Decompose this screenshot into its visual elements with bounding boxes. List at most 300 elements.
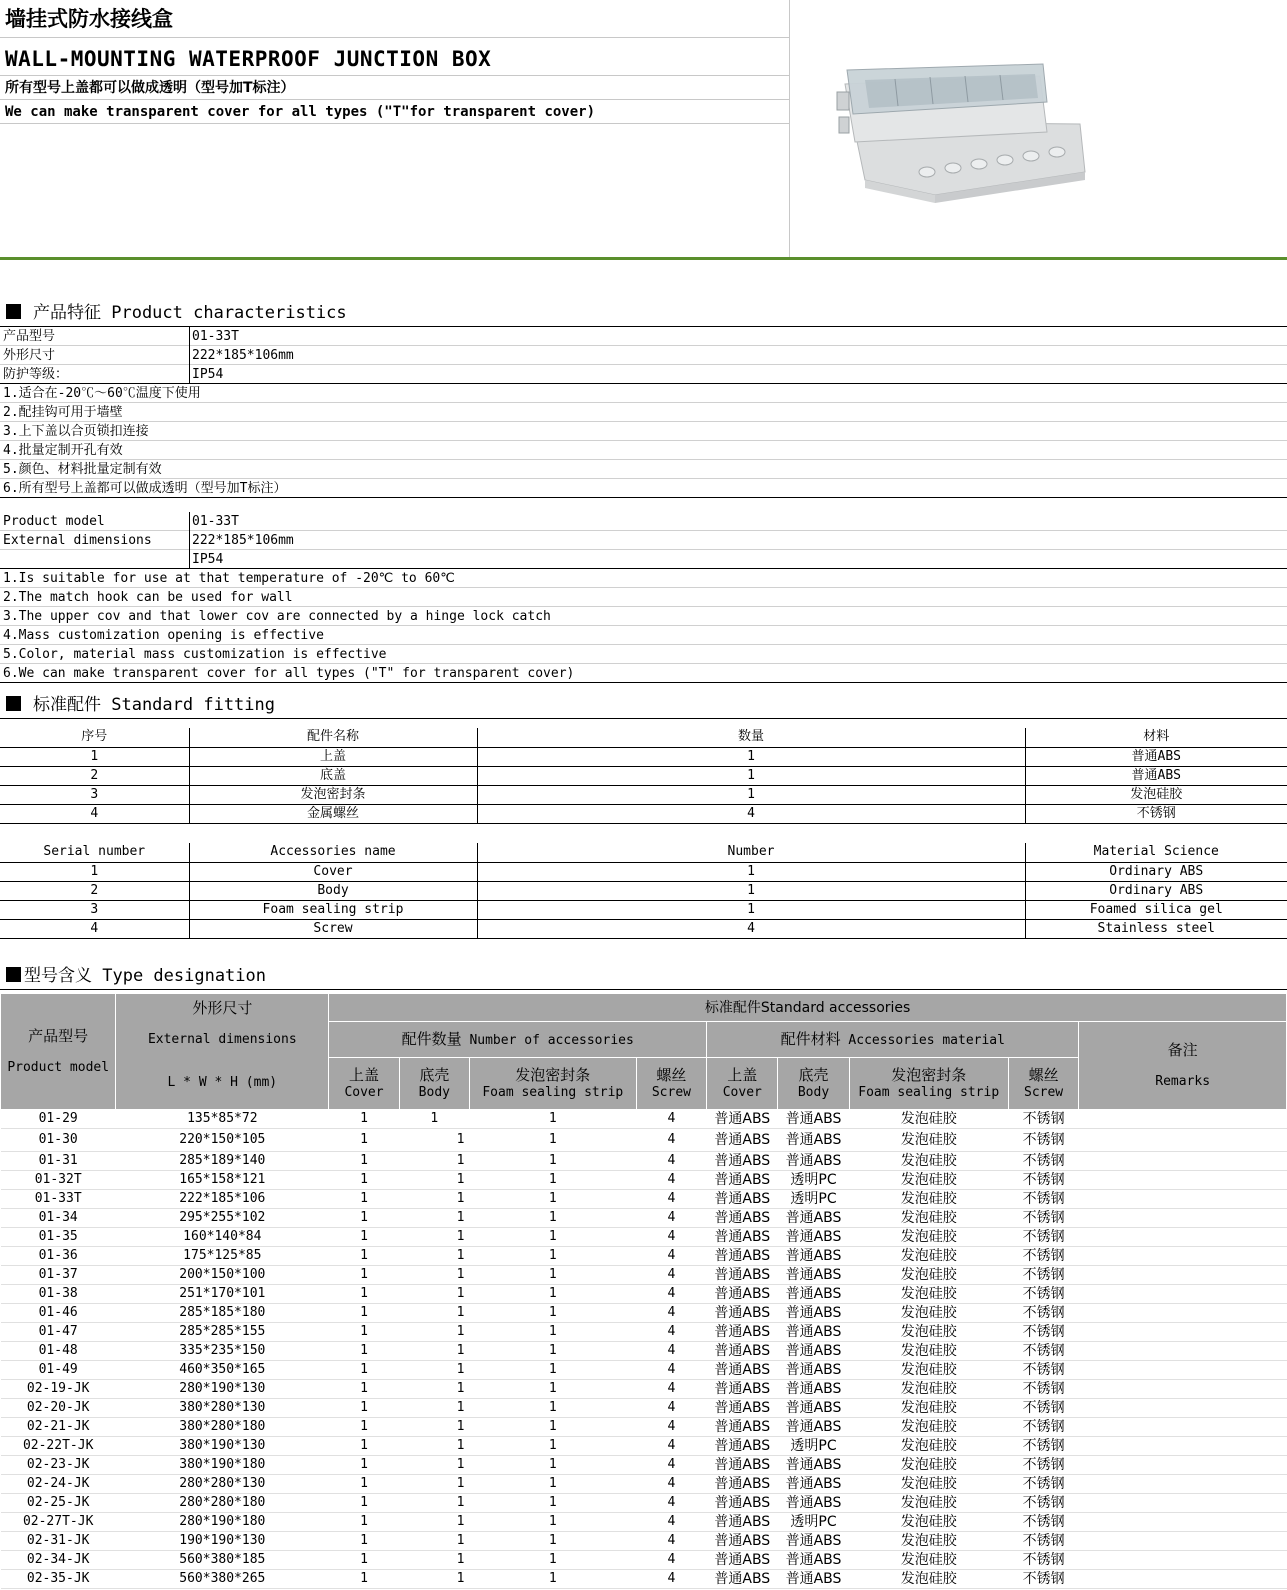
designation-cell: 不锈钢 [1008,1475,1079,1494]
designation-cell: 4 [636,1304,707,1323]
feature-point [0,479,1287,498]
designation-row [1,1570,1287,1589]
designation-cell: 190*190*130 [116,1532,329,1551]
designation-table [0,993,1287,1589]
fitting-cell: 1 [477,862,1025,881]
designation-cell: 发泡硅胶 [849,1152,1008,1171]
designation-cell: 普通ABS [707,1551,778,1570]
spec-divider [189,327,190,346]
designation-cell: 发泡硅胶 [849,1323,1008,1342]
designation-cell: 不锈钢 [1008,1266,1079,1285]
designation-cell: 1 [399,1570,469,1589]
designation-cell: 普通ABS [707,1513,778,1532]
fitting-cell: 发泡硅胶 [1025,785,1287,804]
designation-cell: 1 [329,1551,400,1570]
feature-text: 6.We can make transparent cover for all types ("T" for transparent cover) [3,666,575,681]
designation-cell: 发泡硅胶 [849,1456,1008,1475]
designation-cell: 220*150*105 [116,1129,329,1152]
designation-cell: 1 [329,1266,400,1285]
section-square-icon [6,696,21,711]
designation-cell: 1 [329,1513,400,1532]
fitting-row [0,804,1287,823]
designation-cell: 不锈钢 [1008,1380,1079,1399]
designation-heading: 型号含义 Type designation [0,960,1287,990]
designation-cell: 普通ABS [778,1380,849,1399]
feature-point [0,626,1287,645]
designation-cell: 1 [469,1152,636,1171]
remarks-cell [1079,1361,1287,1380]
header-text-block [0,0,790,257]
designation-cell: 560*380*265 [116,1570,329,1589]
designation-cell: 普通ABS [707,1437,778,1456]
spec-value: 222*185*106mm [192,348,294,363]
sub-header-cell: 底壳 Body [778,1058,849,1110]
designation-cell: 1 [329,1285,400,1304]
designation-cell: 1 [469,1209,636,1228]
fitting-cell: 4 [0,804,189,823]
designation-cell: 不锈钢 [1008,1304,1079,1323]
col-dimensions: 外形尺寸 External dimensions L * W * H (mm) [116,994,329,1110]
designation-cell: 1 [469,1342,636,1361]
designation-row [1,1228,1287,1247]
designation-cell: 普通ABS [778,1532,849,1551]
designation-cell: 1 [399,1513,469,1532]
designation-cell: 1 [469,1304,636,1323]
designation-cell: 1 [329,1323,400,1342]
designation-cell: 1 [469,1494,636,1513]
fitting-cell: Foam sealing strip [189,900,477,919]
designation-cell: 1 [469,1437,636,1456]
designation-cell: 175*125*85 [116,1247,329,1266]
remarks-cell [1079,1551,1287,1570]
designation-cell: 普通ABS [778,1342,849,1361]
spec-value: 01-33T [192,514,239,529]
designation-cell: 1 [469,1129,636,1152]
designation-cell: 4 [636,1152,707,1171]
fitting-header-cell: 序号 [0,728,189,747]
designation-cell: 1 [469,1513,636,1532]
designation-cell: 1 [399,1456,469,1475]
spec-row [0,365,1287,384]
designation-cell: 不锈钢 [1008,1228,1079,1247]
characteristics-heading: 产品特征 Product characteristics [0,297,1287,327]
designation-cell: 01-32T [1,1171,116,1190]
sub-header-cell: 发泡密封条 Foam sealing strip [849,1058,1008,1110]
designation-cell: 1 [329,1380,400,1399]
designation-cell: 4 [636,1323,707,1342]
designation-cell: 1 [399,1304,469,1323]
designation-cell: 不锈钢 [1008,1129,1079,1152]
designation-cell: 普通ABS [707,1209,778,1228]
designation-cell: 280*190*130 [116,1380,329,1399]
designation-cell: 发泡硅胶 [849,1285,1008,1304]
fitting-cell: 4 [477,804,1025,823]
designation-cell: 01-35 [1,1228,116,1247]
fitting-cell: 2 [0,881,189,900]
spec-value: IP54 [192,552,224,567]
designation-cell: 380*280*130 [116,1399,329,1418]
feature-text: 1.适合在-20℃～60℃温度下使用 [3,386,201,401]
designation-cell: 普通ABS [707,1399,778,1418]
fitting-cell: 1 [0,862,189,881]
remarks-cell [1079,1456,1287,1475]
designation-row [1,1323,1287,1342]
fitting-cell: Stainless steel [1025,919,1287,938]
designation-row [1,1129,1287,1152]
feature-text: 2.配挂钩可用于墙壁 [3,405,123,420]
designation-cell: 02-22T-JK [1,1437,116,1456]
designation-cell: 1 [399,1380,469,1399]
feature-text: 2.The match hook can be used for wall [3,590,293,605]
designation-cell: 01-29 [1,1110,116,1129]
designation-cell: 不锈钢 [1008,1323,1079,1342]
designation-cell: 1 [469,1418,636,1437]
designation-cell: 发泡硅胶 [849,1475,1008,1494]
designation-cell: 普通ABS [778,1551,849,1570]
designation-cell: 4 [636,1209,707,1228]
spec-divider [189,550,190,569]
designation-cell: 1 [469,1266,636,1285]
designation-cell: 1 [469,1399,636,1418]
fitting-row [0,785,1287,804]
fitting-header-cell: Material Science [1025,843,1287,862]
designation-cell: 02-19-JK [1,1380,116,1399]
fitting-cell: Cover [189,862,477,881]
designation-cell: 1 [399,1228,469,1247]
fitting-header-cell: 材料 [1025,728,1287,747]
designation-cell: 02-20-JK [1,1399,116,1418]
designation-cell: 01-36 [1,1247,116,1266]
designation-cell: 发泡硅胶 [849,1418,1008,1437]
spec-label: Product model [3,514,105,529]
fitting-table-en [0,843,1287,939]
col-product-model: 产品型号 Product model [1,994,116,1110]
feature-point [0,384,1287,403]
remarks-cell [1079,1304,1287,1323]
remarks-cell [1079,1418,1287,1437]
designation-cell: 460*350*165 [116,1361,329,1380]
feature-text: 4.批量定制开孔有效 [3,443,123,458]
designation-cell: 1 [469,1171,636,1190]
sub-header-cell: 发泡密封条 Foam sealing strip [469,1058,636,1110]
designation-cell: 02-34-JK [1,1551,116,1570]
designation-cell: 380*190*130 [116,1437,329,1456]
designation-cell: 1 [399,1551,469,1570]
fitting-cell: 普通ABS [1025,766,1287,785]
designation-row [1,1266,1287,1285]
spec-divider [189,365,190,384]
designation-cell: 普通ABS [707,1285,778,1304]
feature-text: 3.The upper cov and that lower cov are connected by a hinge lock catch [3,609,551,624]
designation-cell: 普通ABS [778,1228,849,1247]
designation-cell: 普通ABS [707,1171,778,1190]
designation-row [1,1342,1287,1361]
designation-cell: 发泡硅胶 [849,1361,1008,1380]
designation-cell: 01-37 [1,1266,116,1285]
designation-row [1,1437,1287,1456]
designation-cell: 发泡硅胶 [849,1110,1008,1129]
sub-header-cell: 底壳 Body [399,1058,469,1110]
transparent-note-cn: 所有型号上盖都可以做成透明（型号加T标注） [0,76,790,100]
designation-cell: 透明PC [778,1171,849,1190]
designation-row [1,1285,1287,1304]
designation-cell: 4 [636,1456,707,1475]
col-remarks: 备注 Remarks [1079,1022,1287,1110]
designation-cell: 1 [329,1190,400,1209]
designation-cell: 普通ABS [707,1152,778,1171]
designation-cell: 1 [329,1437,400,1456]
designation-cell: 发泡硅胶 [849,1266,1008,1285]
designation-cell: 1 [469,1551,636,1570]
designation-cell: 发泡硅胶 [849,1247,1008,1266]
remarks-cell [1079,1285,1287,1304]
designation-cell: 发泡硅胶 [849,1228,1008,1247]
spec-row [0,531,1287,550]
fitting-row [0,919,1287,938]
feature-point [0,588,1287,607]
fitting-cell: 1 [0,747,189,766]
designation-cell: 1 [469,1190,636,1209]
fitting-cell: 4 [477,919,1025,938]
designation-cell: 380*190*180 [116,1456,329,1475]
designation-cell: 135*85*72 [116,1110,329,1129]
remarks-cell [1079,1110,1287,1129]
designation-cell: 1 [399,1399,469,1418]
designation-cell: 1 [399,1152,469,1171]
fitting-cell: 普通ABS [1025,747,1287,766]
designation-row [1,1171,1287,1190]
designation-cell: 1 [399,1437,469,1456]
remarks-cell [1079,1399,1287,1418]
feature-point [0,664,1287,683]
junction-box-product-image [835,62,1100,207]
designation-cell: 发泡硅胶 [849,1209,1008,1228]
remarks-cell [1079,1171,1287,1190]
designation-cell: 普通ABS [707,1129,778,1152]
designation-row [1,1551,1287,1570]
fitting-cell: 3 [0,900,189,919]
feature-point [0,607,1287,626]
designation-cell: 1 [399,1361,469,1380]
designation-cell: 4 [636,1570,707,1589]
fitting-header-cell: Accessories name [189,843,477,862]
designation-cell: 不锈钢 [1008,1190,1079,1209]
sub-header-cell: 螺丝 Screw [636,1058,707,1110]
designation-row [1,1247,1287,1266]
designation-cell: 1 [329,1228,400,1247]
fitting-cell: 3 [0,785,189,804]
designation-cell: 1 [329,1171,400,1190]
designation-cell: 1 [399,1323,469,1342]
designation-cell: 01-46 [1,1304,116,1323]
designation-cell: 1 [469,1228,636,1247]
designation-cell: 不锈钢 [1008,1152,1079,1171]
spec-divider [189,346,190,365]
designation-cell: 不锈钢 [1008,1342,1079,1361]
designation-cell: 不锈钢 [1008,1456,1079,1475]
designation-cell: 222*185*106 [116,1190,329,1209]
spec-row [0,512,1287,531]
designation-cell: 285*285*155 [116,1323,329,1342]
spec-label: 产品型号 [3,329,56,344]
designation-cell: 普通ABS [707,1228,778,1247]
feature-point [0,403,1287,422]
remarks-cell [1079,1494,1287,1513]
designation-cell: 普通ABS [778,1475,849,1494]
spec-value: 01-33T [192,329,239,344]
fitting-cell: 金属螺丝 [189,804,477,823]
fitting-row [0,766,1287,785]
designation-cell: 200*150*100 [116,1266,329,1285]
fitting-cell: Ordinary ABS [1025,881,1287,900]
designation-cell: 普通ABS [707,1323,778,1342]
designation-row [1,1190,1287,1209]
remarks-cell [1079,1228,1287,1247]
designation-cell: 4 [636,1228,707,1247]
designation-cell: 普通ABS [707,1342,778,1361]
spec-value: IP54 [192,367,224,382]
designation-cell: 发泡硅胶 [849,1171,1008,1190]
designation-cell: 不锈钢 [1008,1513,1079,1532]
feature-point [0,645,1287,664]
designation-cell: 普通ABS [707,1247,778,1266]
designation-cell: 普通ABS [778,1266,849,1285]
designation-cell: 普通ABS [778,1152,849,1171]
designation-row [1,1380,1287,1399]
designation-cell: 01-47 [1,1323,116,1342]
designation-cell: 1 [399,1190,469,1209]
fitting-cell: 1 [477,900,1025,919]
designation-cell: 4 [636,1551,707,1570]
designation-cell: 380*280*180 [116,1418,329,1437]
designation-cell: 4 [636,1110,707,1129]
designation-cell: 1 [329,1247,400,1266]
designation-cell: 4 [636,1171,707,1190]
designation-cell: 1 [469,1532,636,1551]
fitting-header-cell: Number [477,843,1025,862]
designation-cell: 1 [399,1494,469,1513]
designation-cell: 4 [636,1190,707,1209]
designation-cell: 280*280*180 [116,1494,329,1513]
designation-cell: 01-31 [1,1152,116,1171]
designation-cell: 普通ABS [707,1190,778,1209]
remarks-cell [1079,1129,1287,1152]
fitting-cell: 1 [477,785,1025,804]
designation-cell: 560*380*185 [116,1551,329,1570]
designation-cell: 1 [399,1129,469,1152]
designation-cell: 普通ABS [707,1380,778,1399]
designation-cell: 1 [329,1110,400,1129]
designation-cell: 1 [469,1110,636,1129]
designation-cell: 普通ABS [707,1110,778,1129]
designation-cell: 发泡硅胶 [849,1342,1008,1361]
designation-cell: 普通ABS [707,1304,778,1323]
feature-point [0,569,1287,588]
spec-divider [189,512,190,531]
fitting-cell: 底盖 [189,766,477,785]
designation-cell: 1 [329,1475,400,1494]
designation-cell: 普通ABS [707,1532,778,1551]
fitting-cell: 2 [0,766,189,785]
designation-cell: 普通ABS [778,1129,849,1152]
designation-cell: 普通ABS [707,1475,778,1494]
designation-row [1,1532,1287,1551]
designation-cell: 不锈钢 [1008,1532,1079,1551]
page-header [0,0,1287,260]
page-title-en: WALL-MOUNTING WATERPROOF JUNCTION BOX [0,38,790,76]
sub-header-cell: 螺丝 Screw [1008,1058,1079,1110]
designation-cell: 4 [636,1342,707,1361]
designation-cell: 1 [399,1171,469,1190]
fitting-row [0,862,1287,881]
designation-row [1,1110,1287,1129]
fitting-table-cn [0,728,1287,824]
designation-cell: 1 [469,1285,636,1304]
feature-text: 5.颜色、材料批量定制有效 [3,462,162,477]
fitting-cell: 发泡密封条 [189,785,477,804]
designation-cell: 01-30 [1,1129,116,1152]
designation-cell: 1 [329,1532,400,1551]
designation-cell: 4 [636,1532,707,1551]
designation-cell: 1 [329,1129,400,1152]
spec-row [0,346,1287,365]
designation-cell: 发泡硅胶 [849,1570,1008,1589]
designation-cell: 1 [399,1209,469,1228]
remarks-cell [1079,1323,1287,1342]
designation-cell: 发泡硅胶 [849,1304,1008,1323]
designation-row [1,1304,1287,1323]
remarks-cell [1079,1437,1287,1456]
designation-cell: 4 [636,1266,707,1285]
designation-cell: 4 [636,1513,707,1532]
designation-cell: 透明PC [778,1190,849,1209]
designation-cell: 1 [469,1247,636,1266]
designation-cell: 285*189*140 [116,1152,329,1171]
designation-cell: 普通ABS [778,1456,849,1475]
designation-cell: 02-31-JK [1,1532,116,1551]
designation-cell: 透明PC [778,1513,849,1532]
designation-cell: 4 [636,1437,707,1456]
designation-cell: 1 [329,1456,400,1475]
fitting-cell: 不锈钢 [1025,804,1287,823]
designation-cell: 普通ABS [778,1110,849,1129]
remarks-cell [1079,1513,1287,1532]
designation-cell: 不锈钢 [1008,1437,1079,1456]
designation-cell: 普通ABS [778,1418,849,1437]
designation-cell: 不锈钢 [1008,1171,1079,1190]
designation-row [1,1152,1287,1171]
designation-row [1,1418,1287,1437]
fitting-cell: 上盖 [189,747,477,766]
spec-row [0,327,1287,346]
designation-cell: 1 [469,1361,636,1380]
designation-cell: 1 [399,1418,469,1437]
fitting-cell: 1 [477,881,1025,900]
feature-point [0,441,1287,460]
designation-cell: 普通ABS [707,1456,778,1475]
spec-label: 防护等级： [3,367,69,382]
designation-cell: 02-35-JK [1,1570,116,1589]
designation-cell: 不锈钢 [1008,1418,1079,1437]
designation-cell: 1 [329,1209,400,1228]
page-title-cn: 墙挂式防水接线盒 [0,0,790,38]
designation-cell: 普通ABS [707,1361,778,1380]
fitting-heading: 标准配件 Standard fitting [0,689,1287,719]
designation-cell: 发泡硅胶 [849,1551,1008,1570]
designation-cell: 发泡硅胶 [849,1437,1008,1456]
designation-cell: 1 [469,1456,636,1475]
designation-cell: 02-27T-JK [1,1513,116,1532]
